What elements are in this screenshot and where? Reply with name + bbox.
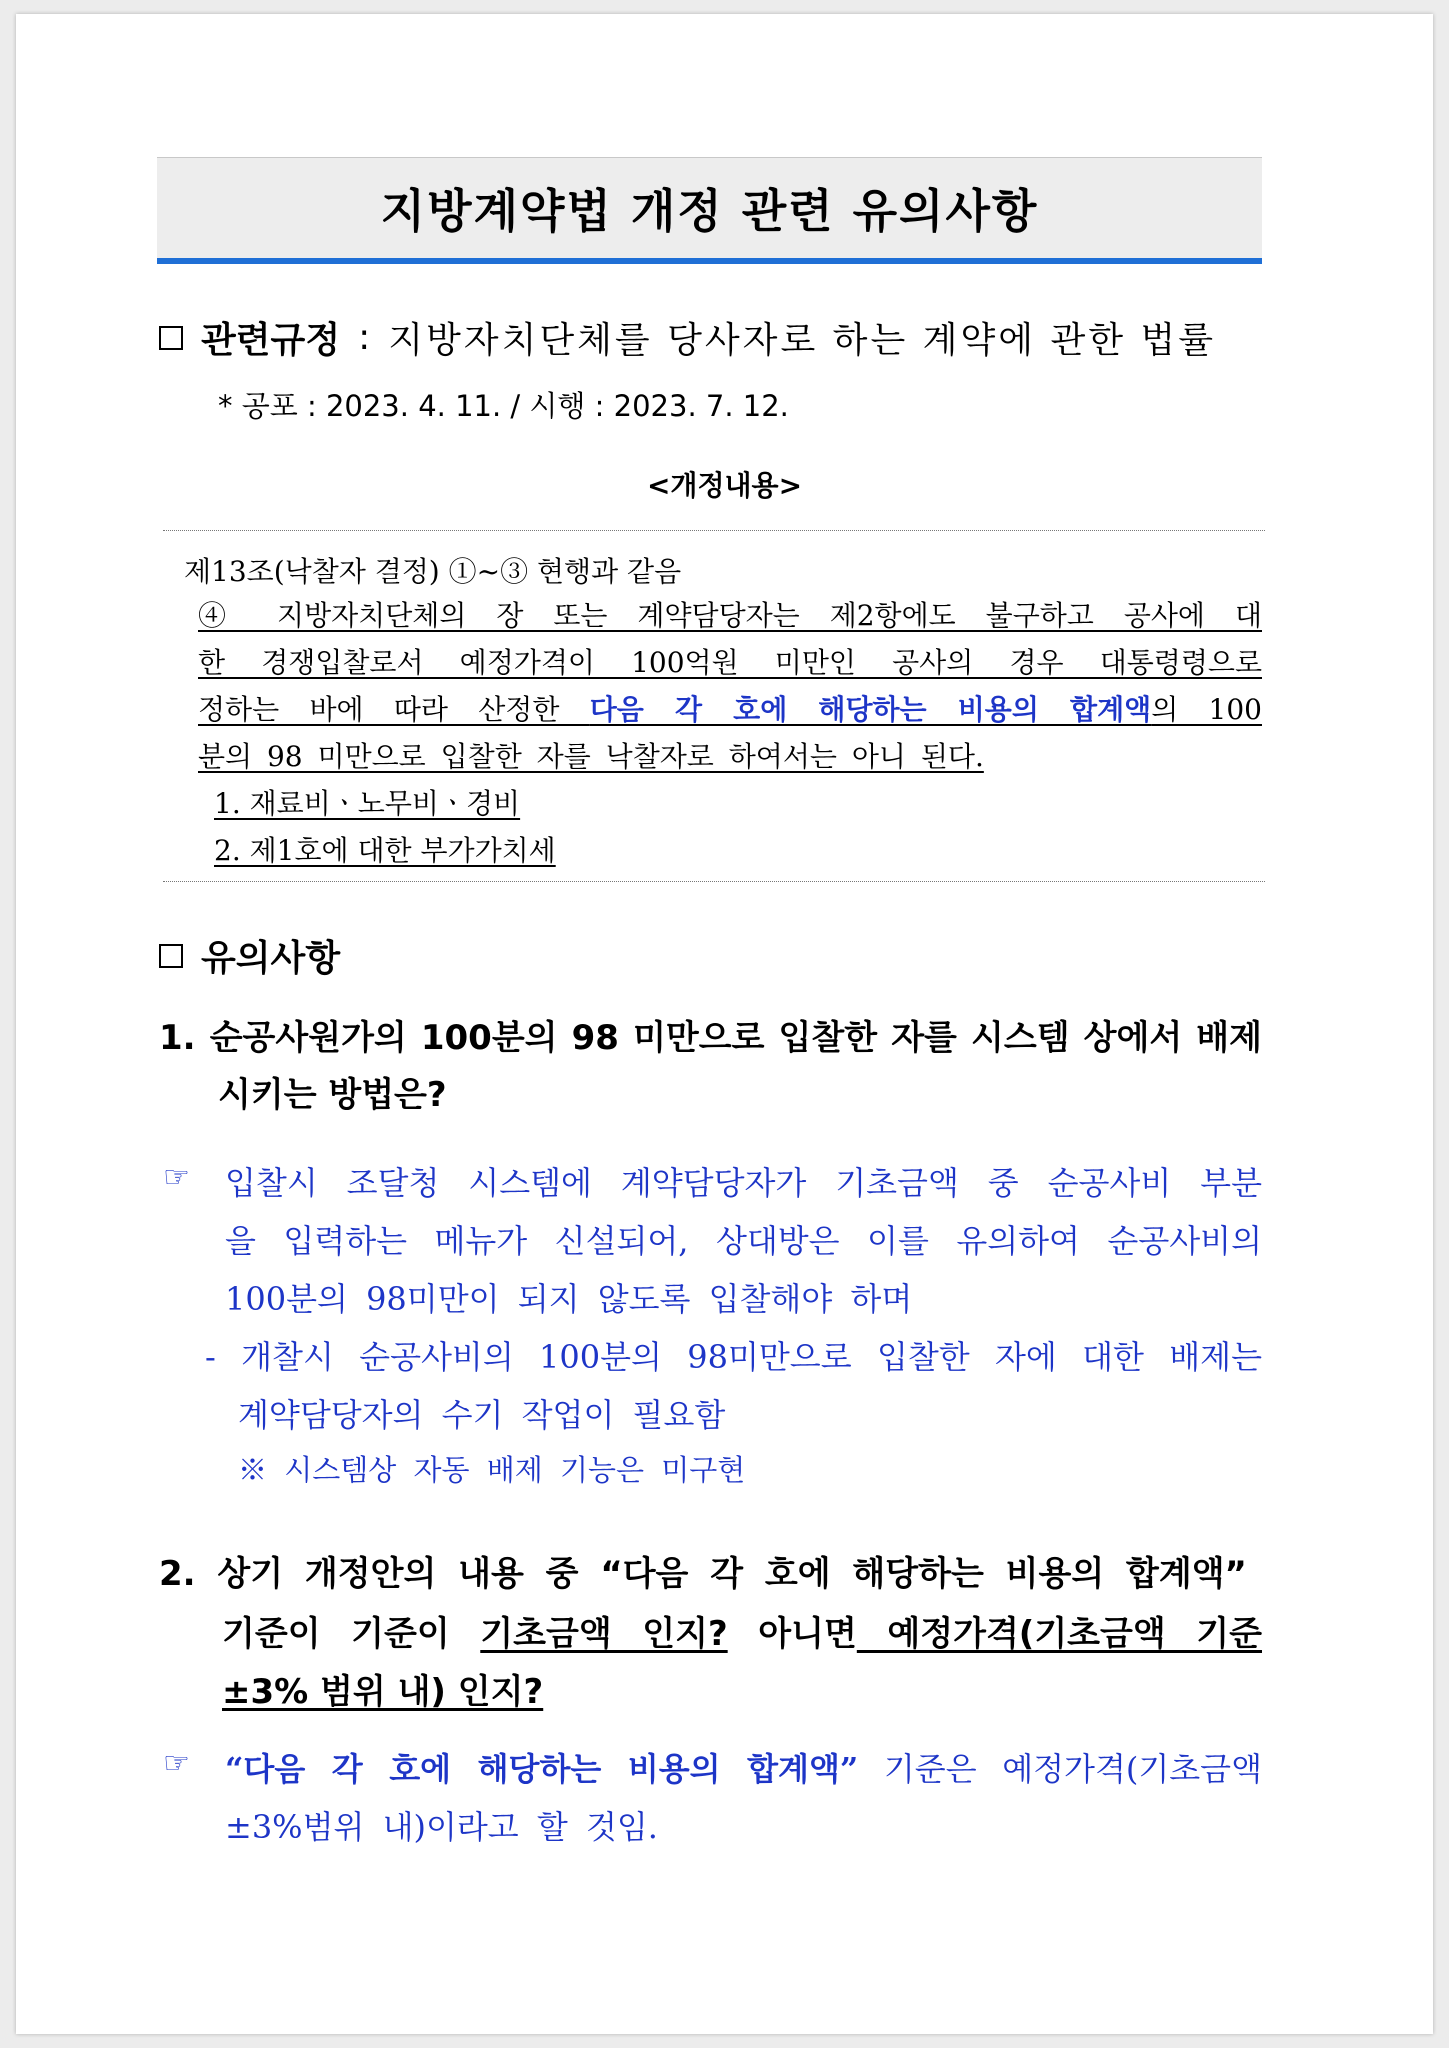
paragraph4-line2: 한 경쟁입찰로서 예정가격이 100억원 미만인 공사의 경우 대통령령으로 — [198, 646, 1262, 679]
answer2-line1 — [225, 1744, 1262, 1790]
question2-option-base-amount: 기초금액 인지? — [480, 1614, 728, 1654]
section-related-regulation — [159, 312, 1216, 363]
answer1-sub-line1: - 개찰시 순공사비의 100분의 98미만으로 입찰한 자에 대한 배제는 — [205, 1338, 1262, 1376]
pointing-hand-icon: ☞ — [163, 1160, 190, 1195]
regulation-description: 지방자치단체를 당사자로 하는 계약에 관한 법률 — [388, 320, 1216, 361]
amendment-heading: <개정내용> — [646, 469, 803, 502]
section-heading: 유의사항 — [201, 938, 341, 979]
section-heading: 관련규정 — [201, 320, 341, 361]
answer1-line2: 을 입력하는 메뉴가 신설되어, 상대방은 이를 유의하여 순공사비의 — [225, 1222, 1262, 1260]
paragraph4-line3-post: 의 100 — [1151, 693, 1262, 726]
question2-line2-mid: 아니면 — [727, 1614, 857, 1654]
answer1-line3: 100분의 98미만이 되지 않도록 입찰해야 하며 — [225, 1280, 913, 1318]
section-notes — [159, 930, 340, 981]
answer1-note: ※ 시스템상 자동 배제 기능은 미구현 — [238, 1453, 746, 1487]
answer2-line1-rest: 기준은 예정가격(기초금액 — [858, 1750, 1262, 1788]
title-banner — [157, 157, 1262, 264]
pointing-hand-icon: ☞ — [163, 1746, 190, 1781]
promulgation-dates: * 공포 : 2023. 4. 11. / 시행 : 2023. 7. 12. — [218, 389, 789, 423]
page-title: 지방계약법 개정 관련 유의사항 — [380, 184, 1039, 238]
question2-line3: ±3% 범위 내) 인지? — [222, 1672, 544, 1712]
checkbox-square-icon — [159, 326, 183, 350]
item-2: 2. 제1호에 대한 부가가치세 — [214, 834, 556, 867]
answer2-line2: ±3%범위 내)이라고 할 것임. — [225, 1808, 658, 1846]
item-1: 1. 재료비ㆍ노무비ㆍ경비 — [214, 787, 521, 820]
dotted-divider-bottom — [163, 881, 1265, 882]
question2-line1: 2. 상기 개정안의 내용 중 “다음 각 호에 해당하는 비용의 합계액” — [159, 1554, 1247, 1594]
answer1-sub-line2: 계약담당자의 수기 작업이 필요함 — [238, 1396, 726, 1434]
paragraph4-line1: ④ 지방자치단체의 장 또는 계약담당자는 제2항에도 불구하고 공사에 대 — [198, 599, 1262, 632]
question2-option-estimated-price: 예정가격(기초금액 기준 — [856, 1614, 1262, 1654]
paragraph4-line3 — [198, 688, 1262, 728]
article-line: 제13조(낙찰자 결정) ①~③ 현행과 같음 — [184, 555, 682, 588]
paragraph4-line4: 분의 98 미만으로 입찰한 자를 낙찰자로 하여서는 아니 된다. — [198, 740, 984, 773]
answer1-line1: 입찰시 조달청 시스템에 계약담당자가 기초금액 중 순공사비 부분 — [225, 1164, 1262, 1202]
question2-line2-pre: 기준이 기준이 — [222, 1614, 481, 1654]
question1-line2: 시키는 방법은? — [218, 1075, 447, 1115]
paragraph4-line3-pre: 정하는 바에 따라 산정한 — [198, 693, 590, 726]
checkbox-square-icon — [159, 944, 183, 968]
question2-line2 — [222, 1606, 1262, 1655]
paragraph4-emphasis: 다음 각 호에 해당하는 비용의 합계액 — [589, 693, 1152, 726]
colon: : — [358, 317, 371, 358]
dotted-divider-top — [163, 530, 1265, 531]
question1-line1: 1. 순공사원가의 100분의 98 미만으로 입찰한 자를 시스템 상에서 배제 — [159, 1018, 1262, 1058]
answer2-emphasis: “다음 각 호에 해당하는 비용의 합계액” — [225, 1750, 859, 1788]
